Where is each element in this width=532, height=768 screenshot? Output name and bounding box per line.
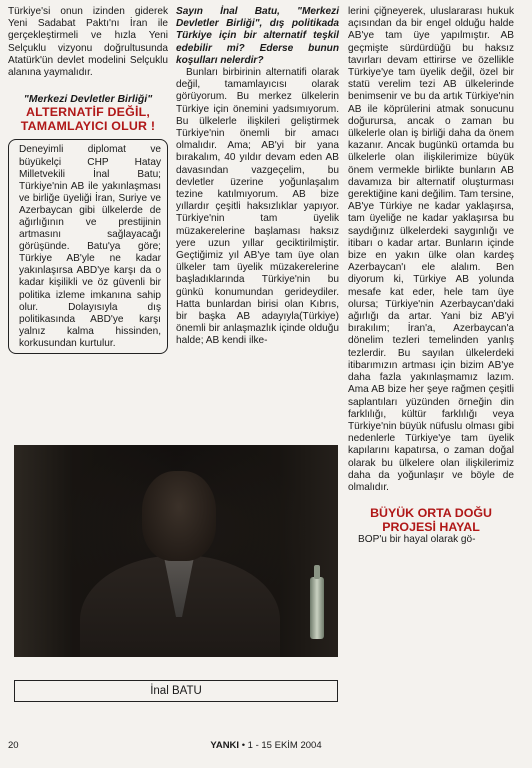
portrait-photo — [14, 445, 338, 657]
bullet-icon: • — [241, 740, 246, 751]
photo-figure-head — [142, 471, 216, 561]
page-number: 20 — [8, 740, 19, 751]
intro-paragraph: Türkiye'si onun izinden giderek Yeni Sadabat Paktı'nı İran ile gerçekleştirmeli ve hızla Yeni Selçuklu vizyonu doğrultusunda Atatürk'ün devlet modelini Selçuklu alanına yaymalıdır. — [8, 6, 168, 79]
interview-answer: Bunları birbirinin alternatifi olarak değil, tamamlayıcısı olarak görüyorum. Bu merkez ülkelerin Türkiye için önemini yadsımıyorum. Bu ülkelerle ilişkileri geliştirmek Türkiye'nin önemli bir amacı olmalıdır. Ama; AB'yi bir yana bırakalım, 40 yıldır devam eden AB davasından vazgeçelim, bu devletler üzerine yoğunlaşalım tezine katılmıyorum. AB bize yıllardır çeşitli haksızlıklar yapıyor. Türkiye'nin tam üyelik müzakerelerine başlaması haksız yere uzun yıllar geciktirilmiştir. Geçtiğimiz yıl AB'ye tam üye olan ülkeler tam üyelik müzakerelerine başladıklarında Türkiye'nin bu günkü konumundan gerideydiler. Hatta bunlardan birisi olan Kıbrıs, bir başka AB adayıyla(Türkiye) önemli bir anlaşmazlık içinde olduğu halde; AB kendi ilke- — [176, 67, 339, 347]
column-2 — [176, 6, 339, 348]
photo-caption: İnal BATU — [14, 680, 338, 702]
summary-box: Deneyimli diplomat ve büyükelçi CHP Hatay Milletvekili İnal Batu; Türkiye'nin AB ile yakınlaşması ve birliğe üyeliği İran, Suriye ve Azerbaycan gibi ülkelerde de ağırlığının ve prestijinin artmasını sağlayacağı görüşünde. Batu'ya göre; Türkiye AB'yle ne kadar yakınlaşırsa ABD'ye karşı da o kadar kişilikli ve öz güvenli bir politika izleme imkanına sahip olur. Dolayısıyla dış politikasında ABD'ye karşı yalnız kalma hissinden, korkusundan kurtulur. — [8, 139, 168, 354]
interview-question: Sayın İnal Batu, "Merkezi Devletler Birliği", dış politikada Türkiye için bir alternatif teşkil edebilir mi? Ederse bunun koşulları nelerdir? — [176, 6, 339, 66]
section-paragraph: BOP'u bir hayal olarak gö- — [358, 534, 476, 546]
page-footer — [0, 738, 532, 758]
answer-continuation: lerini çiğneyerek, uluslararası hukuk açısından da bir engel olduğu halde AB'ye tam üye yapılmıştır. AB geçmişte sürdürdüğü bu haksız tavırları devam ettirirse ve özellikle Türkiye'ye tam üyelik değil, özel bir statü verelim tezi AB ülkelerinde benimsenir ve bu da artık Türkiye'nin AB ile köprülerini atmak sonucunu doğurursa, ancak o zaman bu ülkelerle olan iş birliği daha da önem kazanır. Ancak bugünkü ortamda bu ülkelerle olan ilişkilerimize büyük önem vermekle birlikte bunların AB davamıza bir alternatif oluşturması gerektiğine kani değilim. Tam tersine, AB'ye Türkiye ne kadar yaklaşırsa, tam üyeliğe ne kadar yaklaşırsa bu saydığınız ülkelerdeki saygınlığı ve itibarı o kadar artar. Bunların içinde bize en yakın ülke olan kardeş Azerbaycan'ı ele alalım. Ben diyorum ki, Türkiye AB yolunda mesafe kat eder, hele tam üye olursa; Türkiye'nin Azerbaycan'daki ağırlığı da artar. Yani biz AB'yi bırakılım; İran'a, Azerbaycan'a dönelim tezleri temelinden yanlış tezlerdir. Bu sayılan ülkelerdeki itibarımızın artması için bizim AB'ye daha fazla yakınlaşmamız lazım. Ama AB bize her şeye rağmen çeşitli saplantıları yüzünden örneğin din farklılığı, kültür farklılığı veya Türkiye'nin büyük nüfuslu olması gibi nedenlerle Türkiye'ye tam üyelik kapılarını kapatırsa, o zaman doğal olarak bu ülkelere olan ilişkilerimiz daha da yoğunlaşır ve böyle de olmalıdır. — [348, 6, 514, 493]
magazine-info — [0, 740, 532, 751]
column-3 — [348, 6, 514, 546]
section-heading: BÜYÜK ORTA DOĞU PROJESİ HAYAL — [370, 506, 492, 535]
magazine-name: YANKI — [210, 740, 240, 751]
issue-date: 1 - 15 EKİM 2004 — [247, 740, 322, 751]
column-1 — [8, 6, 168, 354]
photo-bottle — [310, 577, 324, 639]
subtitle-heading: ALTERNATİF DEĞİL, TAMAMLAYICI OLUR ! — [20, 105, 156, 134]
subtitle-quote: "Merkezi Devletler Birliği" — [23, 93, 153, 106]
